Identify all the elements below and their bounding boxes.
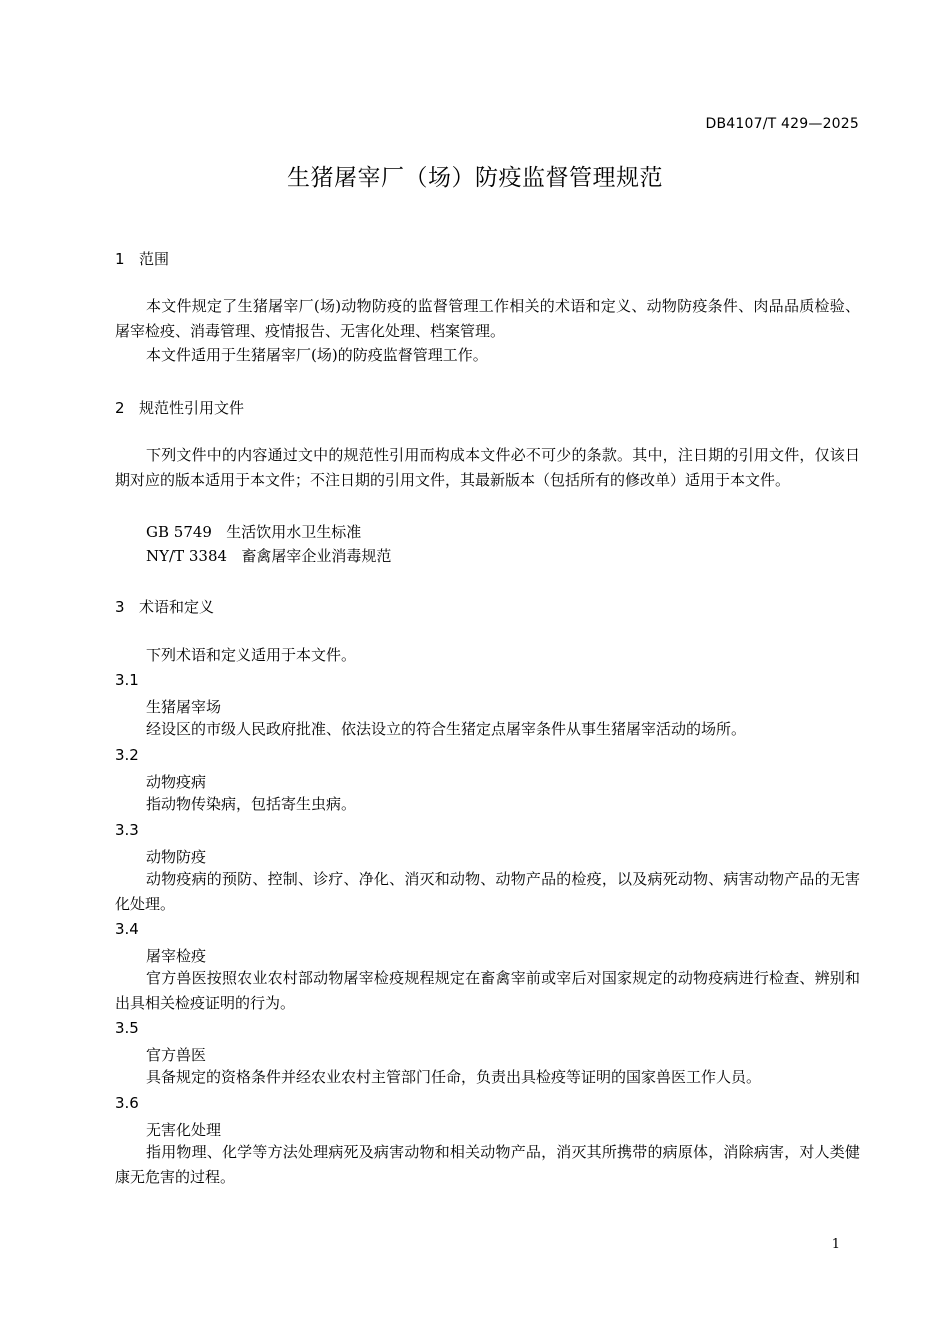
document-code: DB4107/T 429—2025	[705, 116, 859, 132]
section-title: 术语和定义	[139, 598, 215, 616]
section-number: 2	[115, 399, 125, 417]
paragraph: 本文件适用于生猪屠宰厂(场)的防疫监督管理工作。	[146, 346, 488, 364]
term-definition: 官方兽医按照农业农村部动物屠宰检疫规程规定在畜禽宰前或宰后对国家规定的动物疫病进行检查、辨别和出具相关检疫证明的行为。	[115, 969, 860, 1012]
reference-name: 生活饮用水卫生标准	[226, 523, 362, 541]
term-name: 官方兽医	[146, 1046, 207, 1064]
term-number: 3.3	[115, 821, 139, 839]
reference-code: GB 5749	[146, 523, 212, 541]
term-definition: 指动物传染病，包括寄生虫病。	[146, 795, 357, 813]
term-number: 3.5	[115, 1019, 139, 1037]
section-title: 规范性引用文件	[139, 399, 245, 417]
normative-reference	[146, 520, 361, 545]
term-definition: 指用物理、化学等方法处理病死及病害动物和相关动物产品，消灭其所携带的病原体，消除病害，对人类健康无危害的过程。	[115, 1143, 860, 1186]
section-number: 3	[115, 598, 125, 616]
term-definition: 动物疫病的预防、控制、诊疗、净化、消灭和动物、动物产品的检疫，以及病死动物、病害动物产品的无害化处理。	[115, 870, 860, 913]
reference-name: 畜禽屠宰企业消毒规范	[241, 547, 392, 565]
document-title: 生猪屠宰厂（场）防疫监督管理规范	[287, 165, 663, 191]
page-number: 1	[831, 1237, 840, 1252]
term-name: 动物防疫	[146, 848, 207, 866]
section-heading	[115, 397, 244, 418]
term-name: 屠宰检疫	[146, 947, 207, 965]
section-title: 范围	[139, 250, 170, 268]
term-number: 3.1	[115, 671, 139, 689]
term-name: 动物疫病	[146, 773, 207, 791]
term-number: 3.2	[115, 746, 139, 764]
term-definition: 经设区的市级人民政府批准、依法设立的符合生猪定点屠宰条件从事生猪屠宰活动的场所。	[146, 720, 747, 738]
term-definition: 具备规定的资格条件并经农业农村主管部门任命，负责出具检疫等证明的国家兽医工作人员。	[146, 1068, 762, 1086]
paragraph: 本文件规定了生猪屠宰厂(场)动物防疫的监督管理工作相关的术语和定义、动物防疫条件、肉品品质检验、屠宰检疫、消毒管理、疫情报告、无害化处理、档案管理。	[115, 297, 860, 340]
term-name: 无害化处理	[146, 1121, 222, 1139]
section-number: 1	[115, 250, 125, 268]
normative-reference	[146, 544, 391, 569]
term-number: 3.4	[115, 920, 139, 938]
term-number: 3.6	[115, 1094, 139, 1112]
section-heading	[115, 248, 169, 269]
term-name: 生猪屠宰场	[146, 698, 222, 716]
reference-code: NY/T 3384	[146, 547, 228, 565]
section-heading	[115, 596, 214, 617]
paragraph: 下列术语和定义适用于本文件。	[146, 646, 357, 664]
paragraph: 下列文件中的内容通过文中的规范性引用而构成本文件必不可少的条款。其中，注日期的引用文件，仅该日期对应的版本适用于本文件；不注日期的引用文件，其最新版本（包括所有的修改单）适用于本文件。	[115, 446, 860, 489]
